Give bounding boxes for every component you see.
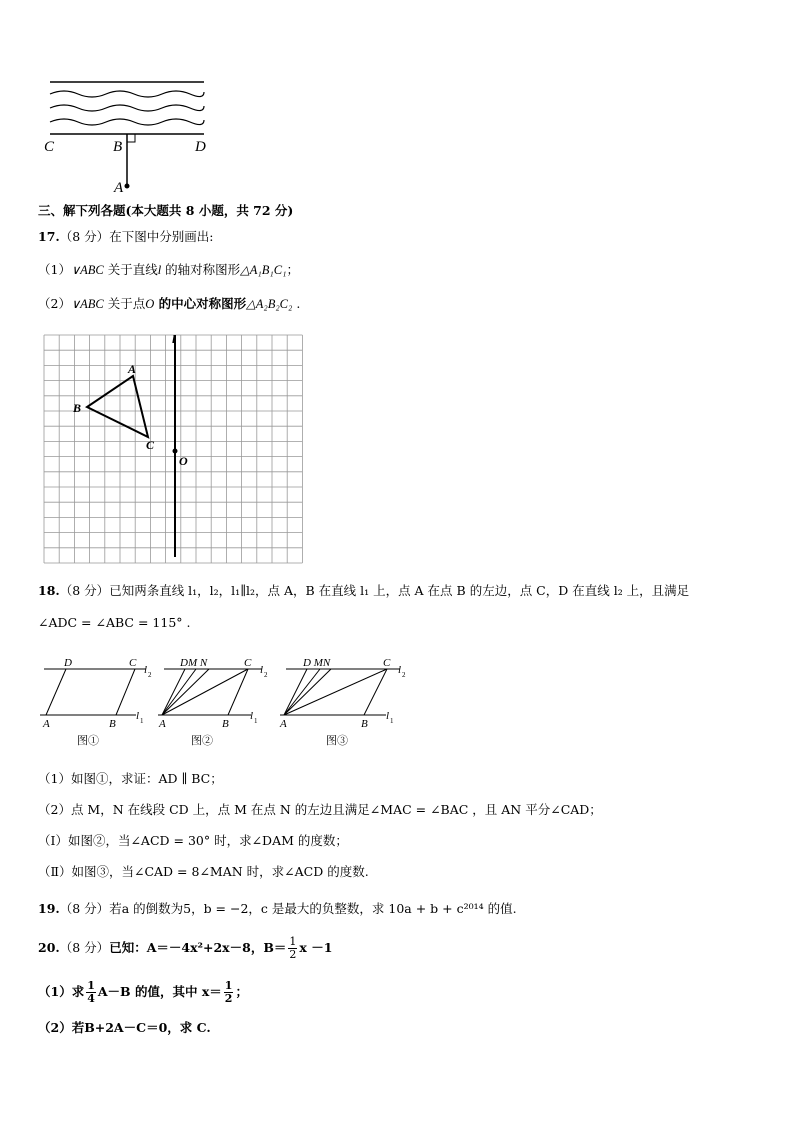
q17-score: （8 分）	[59, 229, 110, 244]
q17-p1-text1: 关于直线	[103, 262, 158, 277]
q18-part2-i: （Ⅰ）如图②，当∠ACD = 30° 时，求∠DAM 的度数；	[38, 833, 348, 848]
q17-p2-prefix: （2）	[38, 296, 71, 311]
fig3-C: C	[383, 657, 391, 669]
q19	[38, 901, 517, 917]
label-D: D	[195, 139, 206, 155]
wave-line-1	[50, 91, 204, 97]
q17-number: 17.	[38, 229, 60, 244]
fig2-B: B	[222, 718, 229, 730]
q18-stem-line1	[38, 583, 689, 599]
q17-p1-text2: 的轴对称图形	[161, 262, 241, 277]
q17-p1-target: △A₁B₁C₁	[240, 263, 287, 277]
label-B: B	[113, 139, 123, 155]
q18-figures	[36, 652, 416, 752]
q20-stem-a: 已知：A＝－4x²+2x－8，B＝	[109, 940, 287, 955]
q17-p2-triangle: ∨ABC	[70, 297, 104, 311]
q20-stem-b: x －1	[299, 940, 333, 955]
fig1-l1: l	[136, 710, 140, 722]
q20-p1-c: ；	[235, 984, 248, 999]
q20-part2: （2）若B+2A－C＝0，求 C.	[38, 1020, 211, 1035]
fig1-A: A	[43, 718, 50, 730]
q17-grid-figure	[42, 333, 310, 573]
fig3-DMN: D MN	[303, 657, 331, 669]
fig2-DMN: DM N	[180, 657, 208, 669]
fig3-l2-sub: 2	[402, 671, 406, 679]
q17-p2-point-O: O	[145, 297, 155, 311]
fig2-l1: l	[250, 710, 254, 722]
fig1-caption: 图①	[77, 735, 99, 747]
q17-p2-text2: 的中心对称图形	[154, 296, 247, 311]
fig2-C: C	[244, 657, 252, 669]
q20-p1-b: A－B 的值，其中 x＝	[97, 984, 222, 999]
q17-p1-triangle: ∨ABC	[70, 263, 104, 277]
fig2-A: A	[159, 718, 166, 730]
q17-p1-line-l: l	[157, 263, 162, 277]
q17-part2	[38, 296, 300, 312]
q18-score: （8 分）	[59, 583, 110, 598]
q17-p2-end: .	[292, 296, 301, 311]
fig3-l1: l	[386, 710, 390, 722]
q19-score: （8 分）	[59, 901, 110, 916]
grid-label-B: B	[73, 401, 82, 415]
q20-part1	[38, 980, 248, 1005]
wave-line-2	[50, 105, 204, 111]
fig3-l2: l	[398, 664, 402, 676]
q18-stem-text: 已知两条直线 l₁，l₂，l₁∥l₂，点 A，B 在直线 l₁ 上，点 A 在点 B 的左边，点 C，D 在直线 l₂ 上，且满足	[109, 583, 690, 598]
grid-label-l: l	[172, 333, 176, 346]
fig1-D: D	[64, 657, 72, 669]
grid-label-O: O	[179, 454, 188, 468]
q20-number: 20.	[38, 940, 60, 955]
q18-figure-2	[158, 657, 268, 747]
fig3-l1-sub: 1	[390, 717, 394, 725]
q17-p1-prefix: （1）	[38, 262, 71, 277]
fig3-A: A	[280, 718, 287, 730]
fig1-l2-sub: 2	[148, 671, 152, 679]
triangle-abc	[87, 376, 148, 437]
fig3-caption: 图③	[326, 735, 348, 747]
fig2-l1-sub: 1	[254, 717, 258, 725]
q18-stem-line2: ∠ADC = ∠ABC = 115° .	[38, 615, 191, 630]
fig2-l2: l	[260, 664, 264, 676]
section-heading: 三、解下列各题(本大题共 8 小题，共 72 分)	[38, 203, 294, 218]
fig1-B: B	[109, 718, 116, 730]
q17-part1	[38, 262, 299, 278]
fig1-l1-sub: 1	[140, 717, 144, 725]
q18-part2: （2）点 M，N 在线段 CD 上，点 M 在点 N 的左边且满足∠MAC = ∠BAC ，且 AN 平分∠CAD；	[38, 802, 602, 817]
grid-label-A: A	[128, 362, 137, 376]
q18-figure-1	[40, 657, 152, 747]
grid-label-C: C	[146, 438, 155, 452]
fig1-l2: l	[144, 664, 148, 676]
q18-part2-ii: （Ⅱ）如图③，当∠CAD = 8∠MAN 时，求∠ACD 的度数.	[38, 864, 369, 879]
q20-fraction-quarter: $\frac{1}{4}$	[87, 979, 95, 1005]
q17-p2-target: △A₂B₂C₂	[246, 297, 293, 311]
q19-text: 若a 的倒数为5，b = −2，c 是最大的负整数，求 10a + b + c²⁰¹⁴ 的值.	[109, 901, 517, 916]
fig2-l2-sub: 2	[264, 671, 268, 679]
q20-fraction-half: $\frac{1}{2}$	[289, 935, 297, 961]
river-figure	[44, 72, 214, 194]
fig1-C: C	[129, 657, 137, 669]
q18-part1: （1）如图①，求证：AD ∥ BC；	[38, 771, 223, 786]
fig2-caption: 图②	[191, 735, 213, 747]
q20-p1-a: （1）求	[38, 984, 85, 999]
label-C: C	[44, 139, 55, 155]
wave-line-3	[50, 119, 204, 125]
q18-number: 18.	[38, 583, 60, 598]
q17-p2-text1: 关于点	[103, 296, 146, 311]
q20-stem	[38, 936, 332, 961]
q17-p1-end: ；	[286, 262, 299, 277]
q20-fraction-x: $\frac{1}{2}$	[224, 979, 233, 1005]
fig3-B: B	[361, 718, 368, 730]
q20-score: （8 分）	[59, 940, 110, 955]
q17-text: 在下图中分别画出:	[109, 229, 214, 244]
q19-number: 19.	[38, 901, 60, 916]
q18-figure-3	[279, 657, 406, 747]
q17-stem	[38, 229, 213, 245]
label-A: A	[114, 180, 124, 194]
